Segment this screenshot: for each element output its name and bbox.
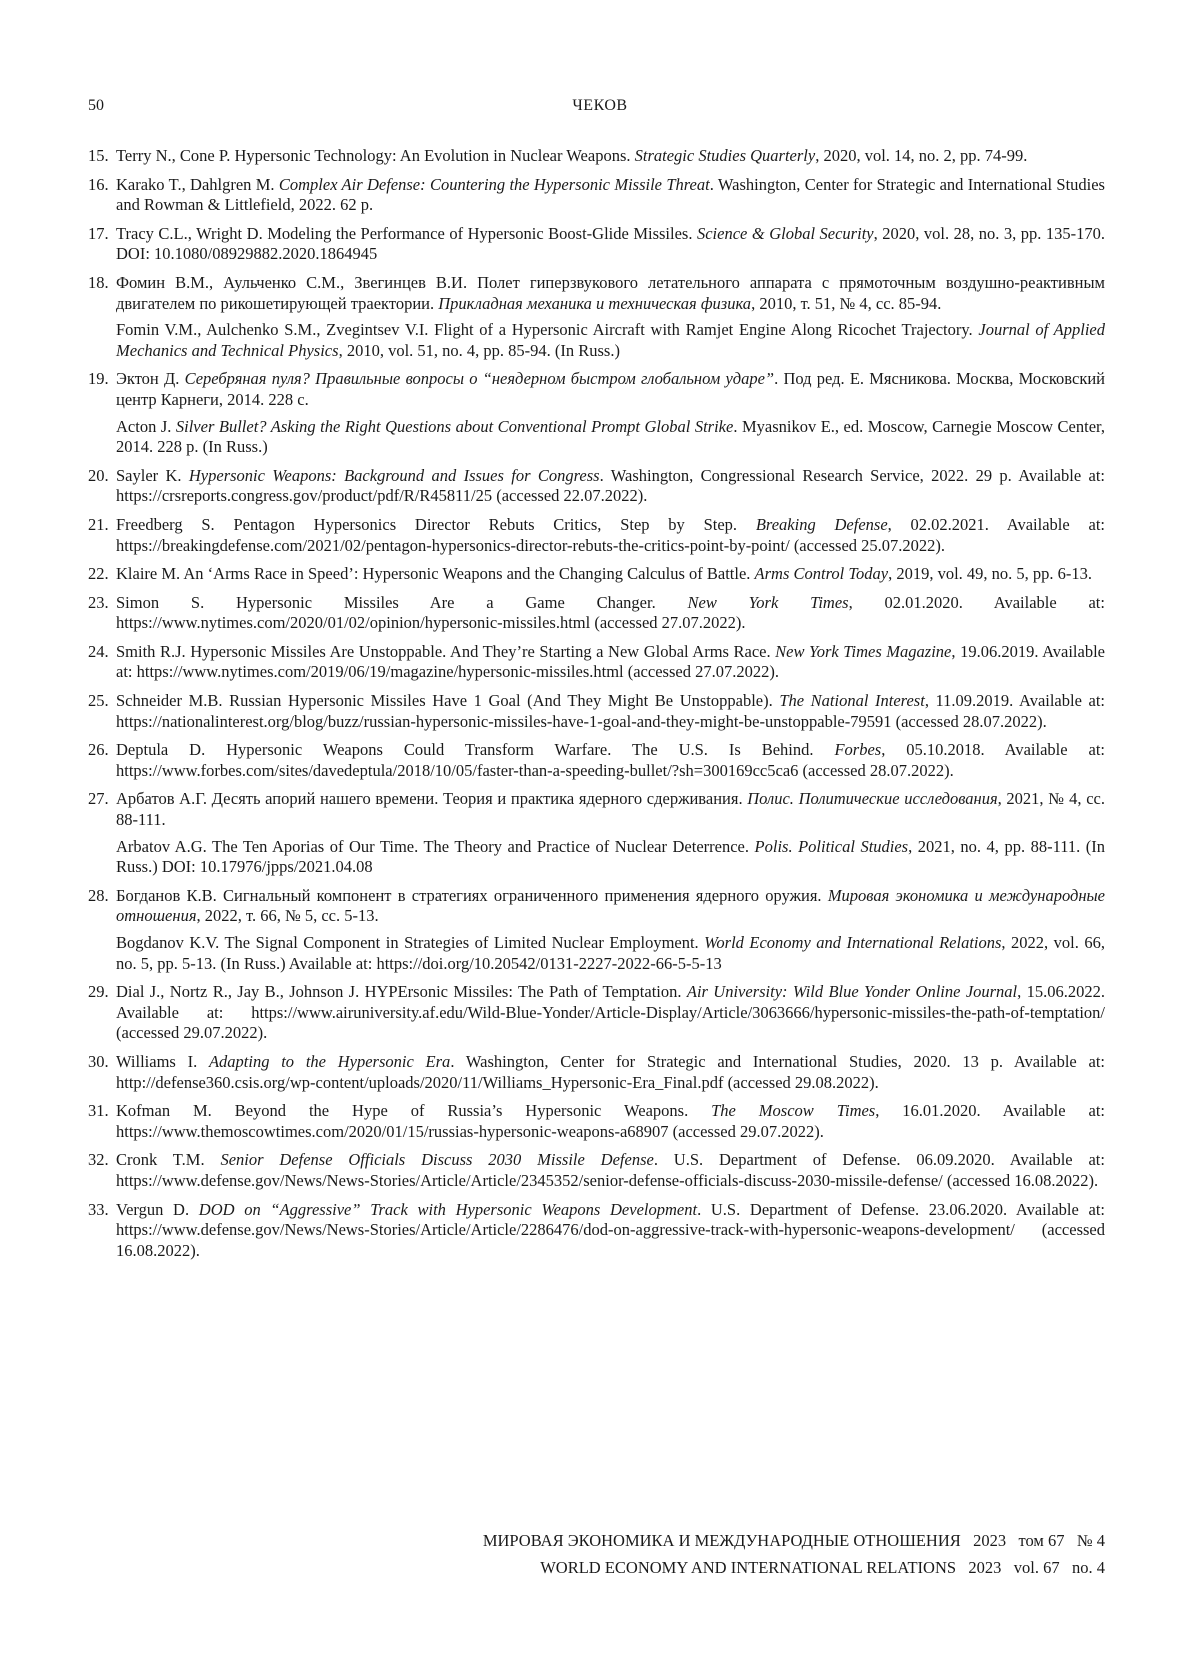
reference-number: 16. <box>88 175 116 216</box>
reference-text: , 2010, vol. 51, no. 4, pp. 85-94. (In Russ.) <box>339 341 620 360</box>
reference-number: 22. <box>88 564 116 585</box>
reference-source-title: Complex Air Defense: Countering the Hypersonic Missile Threat <box>279 175 710 194</box>
reference-text: Cronk T.M. <box>116 1150 220 1169</box>
reference-original <box>116 1200 1105 1262</box>
reference-translation <box>116 417 1105 458</box>
reference-original <box>116 1101 1105 1142</box>
reference-number: 30. <box>88 1052 116 1093</box>
reference-item <box>88 564 1105 585</box>
reference-source-title: Air University: Wild Blue Yonder Online Journal <box>687 982 1017 1001</box>
reference-original <box>116 1150 1105 1191</box>
reference-text: Williams I. <box>116 1052 209 1071</box>
reference-number: 32. <box>88 1150 116 1191</box>
reference-body <box>116 1101 1105 1142</box>
reference-item <box>88 224 1105 265</box>
reference-body <box>116 224 1105 265</box>
reference-text: Богданов К.В. Сигнальный компонент в стратегиях ограниченного применения ядерного оружия. <box>116 886 828 905</box>
reference-original <box>116 146 1105 167</box>
reference-original <box>116 564 1105 585</box>
reference-text: Karako T., Dahlgren M. <box>116 175 279 194</box>
reference-text: Acton J. <box>116 417 176 436</box>
reference-original <box>116 886 1105 927</box>
reference-original <box>116 982 1105 1044</box>
reference-original <box>116 789 1105 830</box>
reference-list <box>88 146 1105 1269</box>
reference-number: 23. <box>88 593 116 634</box>
reference-item <box>88 982 1105 1044</box>
reference-number: 28. <box>88 886 116 974</box>
reference-source-title: DOD on “Aggressive” Track with Hypersonic Weapons Development <box>199 1200 697 1219</box>
reference-item <box>88 1101 1105 1142</box>
reference-body <box>116 691 1105 732</box>
reference-number: 27. <box>88 789 116 877</box>
reference-text: . Myasnikov E., ed. Moscow, Carnegie Moscow Center, 2014. 228 p. (In Russ.) <box>116 417 1105 457</box>
reference-source-title: The Moscow Times <box>711 1101 875 1120</box>
reference-text: , 2022, т. 66, № 5, сс. 5-13. <box>197 906 379 925</box>
reference-text: Vergun D. <box>116 1200 199 1219</box>
reference-source-title: World Economy and International Relations <box>704 933 1001 952</box>
reference-text: , 15.06.2022. Available at: https://www.airuniversity.af.edu/Wild-Blue-Yonder/Article-Display/Article/3063666/hypersonic-missiles-the-path-of-temptation/ (accessed 29.07.2022). <box>116 982 1105 1042</box>
reference-number: 26. <box>88 740 116 781</box>
reference-text: Arbatov A.G. The Ten Aporias of Our Time. The Theory and Practice of Nuclear Deterrence. <box>116 837 755 856</box>
reference-source-title: Strategic Studies Quarterly <box>635 146 816 165</box>
reference-source-title: Arms Control Today <box>755 564 889 583</box>
reference-item <box>88 691 1105 732</box>
reference-body <box>116 886 1105 974</box>
reference-text: Фомин В.М., Аульченко С.М., Звегинцев В.И. Полет гиперзвукового летательного аппарата с прямоточным воздушно-реактивным двигателем по рикошетирующей траектории. <box>116 273 1105 313</box>
reference-original <box>116 224 1105 265</box>
running-title: ЧЕКОВ <box>0 97 1200 115</box>
reference-original <box>116 740 1105 781</box>
reference-body <box>116 515 1105 556</box>
reference-source-title: Journal of Applied Mechanics and Technical Physics <box>116 320 1105 360</box>
reference-text: Арбатов А.Г. Десять апорий нашего времени. Теория и практика ядерного сдерживания. <box>116 789 747 808</box>
reference-body <box>116 146 1105 167</box>
reference-text: Fomin V.M., Aulchenko S.M., Zvegintsev V.I. Flight of a Hypersonic Aircraft with Ramjet Engine Along Ricochet Trajectory. <box>116 320 978 339</box>
reference-item <box>88 789 1105 877</box>
reference-body <box>116 1200 1105 1262</box>
reference-body <box>116 740 1105 781</box>
reference-source-title: Adapting to the Hypersonic Era <box>209 1052 450 1071</box>
reference-body <box>116 593 1105 634</box>
reference-number: 25. <box>88 691 116 732</box>
reference-body <box>116 789 1105 877</box>
reference-text: , 19.06.2019. Available at: https://www.nytimes.com/2019/06/19/magazine/hypersonic-missiles.html (accessed 27.07.2022). <box>116 642 1105 682</box>
reference-source-title: Senior Defense Officials Discuss 2030 Missile Defense <box>220 1150 653 1169</box>
reference-source-title: Polis. Political Studies <box>755 837 909 856</box>
reference-source-title: Полис. Политические исследования <box>747 789 997 808</box>
reference-item <box>88 515 1105 556</box>
reference-source-title: Прикладная механика и техническая физика <box>438 294 751 313</box>
reference-text: , 2020, vol. 14, no. 2, pp. 74-99. <box>815 146 1027 165</box>
reference-source-title: Серебряная пуля? Правильные вопросы о “неядерном быстром глобальном ударе” <box>185 369 775 388</box>
reference-text: . Washington, Center for Strategic and International Studies and Rowman & Littlefield, 2022. 62 p. <box>116 175 1105 215</box>
reference-text: Tracy C.L., Wright D. Modeling the Performance of Hypersonic Boost-Glide Missiles. <box>116 224 697 243</box>
reference-text: Simon S. Hypersonic Missiles Are a Game Changer. <box>116 593 688 612</box>
reference-source-title: New York Times Magazine <box>775 642 951 661</box>
reference-translation <box>116 933 1105 974</box>
reference-text: , 2020, vol. 28, no. 3, pp. 135-170. DOI: 10.1080/08929882.2020.1864945 <box>116 224 1105 264</box>
reference-body <box>116 982 1105 1044</box>
reference-number: 17. <box>88 224 116 265</box>
reference-source-title: Forbes <box>834 740 881 759</box>
reference-item <box>88 1150 1105 1191</box>
reference-text: , 2021, no. 4, pp. 88-111. (In Russ.) DOI: 10.17976/jpps/2021.04.08 <box>116 837 1105 877</box>
reference-number: 29. <box>88 982 116 1044</box>
reference-text: . Washington, Congressional Research Service, 2022. 29 p. Available at: https://crsreports.congress.gov/product/pdf/R/R45811/25 (accessed 22.07.2022). <box>116 466 1105 506</box>
reference-source-title: Science & Global Security <box>697 224 874 243</box>
reference-text: Sayler K. <box>116 466 189 485</box>
reference-item <box>88 466 1105 507</box>
reference-body <box>116 466 1105 507</box>
reference-item <box>88 175 1105 216</box>
reference-body <box>116 369 1105 457</box>
reference-item <box>88 740 1105 781</box>
reference-number: 24. <box>88 642 116 683</box>
reference-text: , 02.01.2020. Available at: https://www.nytimes.com/2020/01/02/opinion/hypersonic-missiles.html (accessed 27.07.2022). <box>116 593 1105 633</box>
reference-source-title: Мировая экономика и международные отношения <box>116 886 1105 926</box>
reference-body <box>116 273 1105 361</box>
reference-translation <box>116 320 1105 361</box>
reference-number: 18. <box>88 273 116 361</box>
reference-item <box>88 369 1105 457</box>
reference-original <box>116 273 1105 314</box>
reference-number: 31. <box>88 1101 116 1142</box>
reference-text: Smith R.J. Hypersonic Missiles Are Unstoppable. And They’re Starting a New Global Arms Race. <box>116 642 775 661</box>
reference-text: Klaire M. An ‘Arms Race in Speed’: Hypersonic Weapons and the Changing Calculus of Battle. <box>116 564 755 583</box>
reference-text: , 2010, т. 51, № 4, сс. 85-94. <box>751 294 941 313</box>
reference-text: , 2019, vol. 49, no. 5, pp. 6-13. <box>888 564 1092 583</box>
reference-number: 20. <box>88 466 116 507</box>
journal-footer-ru: МИРОВАЯ ЭКОНОМИКА И МЕЖДУНАРОДНЫЕ ОТНОШЕНИЯ 2023 том 67 № 4 <box>483 1531 1105 1551</box>
reference-item <box>88 1200 1105 1262</box>
reference-text: , 05.10.2018. Available at: https://www.forbes.com/sites/davedeptula/2018/10/05/faster-than-a-speeding-bullet/?sh=300169cc5ca6 (accessed 28.07.2022). <box>116 740 1105 780</box>
reference-text: , 02.02.2021. Available at: https://breakingdefense.com/2021/02/pentagon-hypersonics-director-rebuts-the-critics-point-by-point/ (accessed 25.07.2022). <box>116 515 1105 555</box>
reference-source-title: Breaking Defense <box>756 515 888 534</box>
reference-source-title: Silver Bullet? Asking the Right Questions about Conventional Prompt Global Strike <box>176 417 733 436</box>
reference-original <box>116 175 1105 216</box>
reference-item <box>88 593 1105 634</box>
reference-text: Terry N., Cone P. Hypersonic Technology: An Evolution in Nuclear Weapons. <box>116 146 635 165</box>
reference-text: Bogdanov K.V. The Signal Component in Strategies of Limited Nuclear Employment. <box>116 933 704 952</box>
reference-original <box>116 466 1105 507</box>
reference-text: . Под ред. Е. Мясникова. Москва, Московский центр Карнеги, 2014. 228 с. <box>116 369 1105 409</box>
reference-text: , 2021, № 4, сс. 88-111. <box>116 789 1105 829</box>
reference-number: 19. <box>88 369 116 457</box>
reference-body <box>116 642 1105 683</box>
reference-text: , 16.01.2020. Available at: https://www.themoscowtimes.com/2020/01/15/russias-hypersonic-weapons-a68907 (accessed 29.07.2022). <box>116 1101 1105 1141</box>
reference-item <box>88 1052 1105 1093</box>
reference-text: . U.S. Department of Defense. 06.09.2020. Available at: https://www.defense.gov/News/News-Stories/Article/Article/2345352/senior-defense-officials-discuss-2030-missile-defense/ (accessed 16.08.2022). <box>116 1150 1105 1190</box>
reference-body <box>116 175 1105 216</box>
reference-text: . U.S. Department of Defense. 23.06.2020. Available at: https://www.defense.gov/News/News-Stories/Article/Article/2286476/dod-on-aggressive-track-with-hypersonic-weapons-development/ (accessed 16.08.2022). <box>116 1200 1105 1260</box>
reference-text: Эктон Д. <box>116 369 185 388</box>
reference-body <box>116 1150 1105 1191</box>
reference-item <box>88 642 1105 683</box>
reference-original <box>116 515 1105 556</box>
reference-text: Deptula D. Hypersonic Weapons Could Transform Warfare. The U.S. Is Behind. <box>116 740 834 759</box>
reference-original <box>116 642 1105 683</box>
reference-number: 21. <box>88 515 116 556</box>
reference-text: Freedberg S. Pentagon Hypersonics Director Rebuts Critics, Step by Step. <box>116 515 756 534</box>
reference-translation <box>116 837 1105 878</box>
reference-original <box>116 1052 1105 1093</box>
reference-original <box>116 691 1105 732</box>
reference-item <box>88 886 1105 974</box>
reference-number: 33. <box>88 1200 116 1262</box>
reference-original <box>116 369 1105 410</box>
reference-source-title: Hypersonic Weapons: Background and Issues for Congress <box>189 466 600 485</box>
reference-number: 15. <box>88 146 116 167</box>
reference-body <box>116 564 1105 585</box>
reference-text: . Washington, Center for Strategic and International Studies, 2020. 13 p. Available at: http://defense360.csis.org/wp-content/uploads/2020/11/Williams_Hypersonic-Era_Final.pdf (accessed 29.08.2022). <box>116 1052 1105 1092</box>
reference-original <box>116 593 1105 634</box>
reference-text: Kofman M. Beyond the Hype of Russia’s Hypersonic Weapons. <box>116 1101 711 1120</box>
reference-source-title: The National Interest <box>779 691 925 710</box>
reference-text: Schneider M.B. Russian Hypersonic Missiles Have 1 Goal (And They Might Be Unstoppable). <box>116 691 779 710</box>
reference-body <box>116 1052 1105 1093</box>
reference-source-title: New York Times <box>688 593 849 612</box>
reference-item <box>88 273 1105 361</box>
journal-footer-en: WORLD ECONOMY AND INTERNATIONAL RELATIONS 2023 vol. 67 no. 4 <box>540 1558 1105 1578</box>
page-number: 50 <box>88 97 104 115</box>
reference-text: , 2022, vol. 66, no. 5, pp. 5-13. (In Russ.) Available at: https://doi.org/10.20542/0131-2227-2022-66-5-5-13 <box>116 933 1105 973</box>
reference-item <box>88 146 1105 167</box>
reference-text: Dial J., Nortz R., Jay B., Johnson J. HYPErsonic Missiles: The Path of Temptation. <box>116 982 687 1001</box>
reference-text: , 11.09.2019. Available at: https://nationalinterest.org/blog/buzz/russian-hypersonic-missiles-have-1-goal-and-they-might-be-unstoppable-79591 (accessed 28.07.2022). <box>116 691 1105 731</box>
